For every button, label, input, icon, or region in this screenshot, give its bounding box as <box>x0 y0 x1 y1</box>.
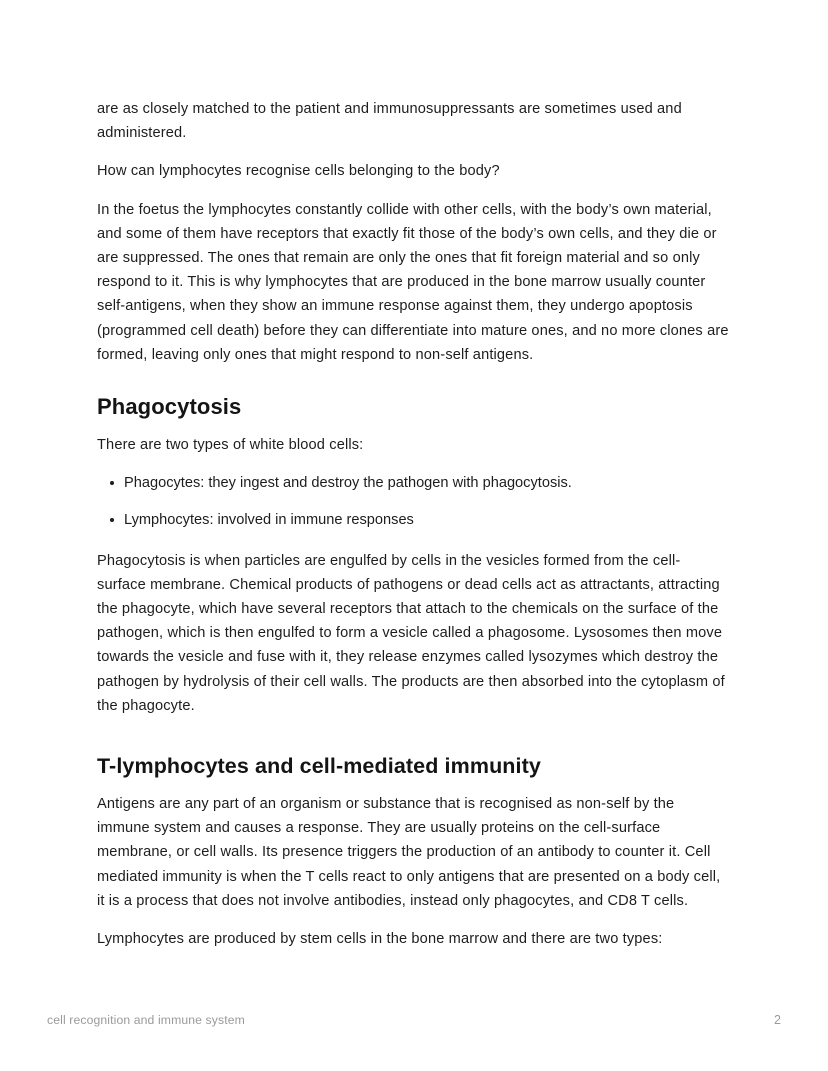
paragraph-continued-transplant: are as closely matched to the patient and immunosuppressants are sometimes used and administered. <box>97 101 682 142</box>
paragraph-antigens-definition: Antigens are any part of an organism or substance that is recognised as non-self by the immune system and causes a response. They are usually proteins on the cell-surface membrane, or cell walls. Its presence triggers the production of an antibody to counter it. Cell mediated immunity is when the T cells react to only antigens that are presented on a body cell, it is a process that does not involve antibodies, instead only phagocytes, and CD8 T cells. <box>97 796 721 909</box>
heading-t-lymphocytes-cell-mediated-immunity: T-lymphocytes and cell-mediated immunity <box>97 754 541 779</box>
paragraph-two-types-white-blood-cells: There are two types of white blood cells: <box>97 437 364 454</box>
heading-phagocytosis: Phagocytosis <box>97 394 242 420</box>
paragraph-foetus-lymphocytes: In the foetus the lymphocytes constantly collide with other cells, with the body’s own material, and some of them have receptors that exactly fit those of the body’s own cells, and they die or are suppressed. The ones that remain are only the ones that fit foreign material and so only respond to it. This is why lymphocytes that are produced in the bone marrow usually counter self-antigens, when they show an immune response against them, they undergo apoptosis (programmed cell death) before they can differentiate into mature ones, and no more clones are formed, leaving only ones that might respond to non-self antigens. <box>97 201 729 363</box>
footer-document-title: cell recognition and immune system <box>47 1013 245 1027</box>
page-footer <box>47 1010 781 1030</box>
paragraph-phagocytosis-process: Phagocytosis is when particles are engulfed by cells in the vesicles formed from the cell-surface membrane. Chemical products of pathogens or dead cells act as attractants, attracting the phagocyte, which have several receptors that attach to the chemicals on the surface of the pathogen, which is then engulfed to form a vesicle called a phagosome. Lysosomes then move towards the vesicle and fuse with it, they release enzymes called lysozymes which destroy the pathogen by hydrolysis of their cell walls. The products are then absorbed into the cytoplasm of the phagocyte. <box>97 552 725 714</box>
document-content <box>97 97 729 965</box>
paragraph-question-lymphocyte-recognition: How can lymphocytes recognise cells belonging to the body? <box>97 163 500 180</box>
list-item: Phagocytes: they ingest and destroy the pathogen with phagocytosis. <box>97 471 729 495</box>
white-blood-cell-types-list <box>97 471 729 532</box>
footer-page-number: 2 <box>774 1013 781 1027</box>
list-item: Lymphocytes: involved in immune responses <box>97 508 729 532</box>
paragraph-lymphocyte-production: Lymphocytes are produced by stem cells in the bone marrow and there are two types: <box>97 931 663 948</box>
